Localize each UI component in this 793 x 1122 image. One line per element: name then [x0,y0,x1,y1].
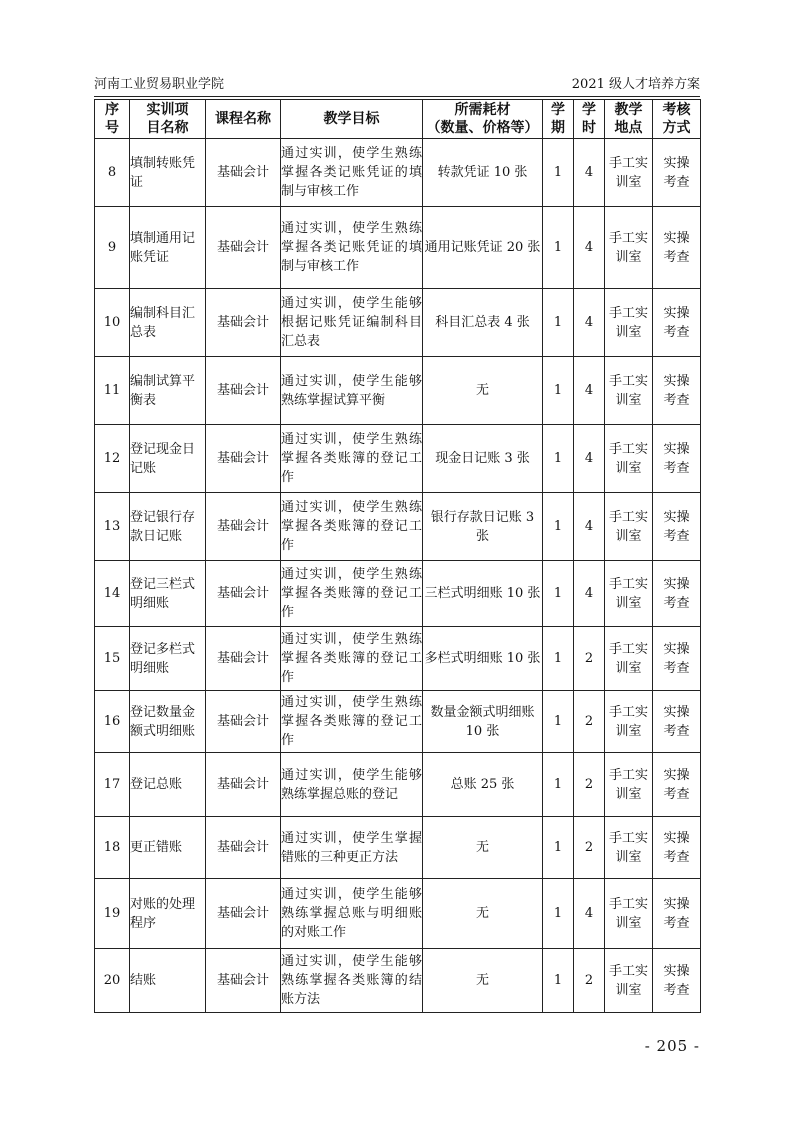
header-line1: 教学目标 [323,111,380,127]
cell-line: 实操 [663,767,690,783]
cell-location [605,949,653,1013]
cell-hours: 2 [574,691,605,753]
cell-line: 考查 [663,786,690,802]
cell-line: 手工实 [608,641,648,657]
cell-project-name: 登记总账 [130,753,206,817]
cell-material: 转款凭证 10 张 [423,139,543,207]
cell-goal: 通过实训，使学生能够熟练掌握试算平衡 [281,357,423,425]
cell-line: 手工实 [608,896,648,912]
cell-course: 基础会计 [206,879,281,949]
cell-hours: 4 [574,561,605,627]
header-line2: 号 [105,120,119,136]
table-row [95,561,701,627]
cell-line: 训室 [615,392,642,408]
cell-goal: 通过实训，使学生熟练掌握各类账簿的登记工作 [281,425,423,493]
table-header-row [95,100,701,139]
cell-line: 考查 [663,915,690,931]
cell-course: 基础会计 [206,691,281,753]
table-row [95,207,701,289]
cell-line: 实操 [663,830,690,846]
cell-term: 1 [543,561,574,627]
cell-material: 总账 25 张 [423,753,543,817]
cell-number: 15 [95,627,130,691]
cell-line: 训室 [615,324,642,340]
cell-project-name: 登记多栏式明细账 [130,627,206,691]
cell-goal: 通过实训，使学生能够熟练掌握总账的登记 [281,753,423,817]
cell-line: 训室 [615,528,642,544]
cell-line: 实操 [663,155,690,171]
cell-line: 考查 [663,392,690,408]
cell-hours: 4 [574,357,605,425]
cell-line: 训室 [615,249,642,265]
header-line1: 学 [551,102,565,118]
cell-goal: 通过实训，使学生能够熟练掌握各类账簿的结账方法 [281,949,423,1013]
cell-location [605,425,653,493]
cell-goal: 通过实训，使学生熟练掌握各类账簿的登记工作 [281,561,423,627]
cell-assessment [653,139,701,207]
header-line2: （数量、价格等） [426,120,539,136]
cell-course: 基础会计 [206,817,281,879]
cell-material: 银行存款日记账 3 张 [423,493,543,561]
cell-location [605,357,653,425]
cell-assessment [653,561,701,627]
page-header [94,76,700,97]
cell-location [605,139,653,207]
cell-material: 通用记账凭证 20 张 [423,207,543,289]
cell-hours: 2 [574,753,605,817]
cell-assessment [653,627,701,691]
cell-material: 无 [423,879,543,949]
header-line2: 目名称 [146,120,189,136]
cell-goal: 通过实训，使学生能够根据记账凭证编制科目汇总表 [281,289,423,357]
cell-course: 基础会计 [206,493,281,561]
cell-material: 无 [423,817,543,879]
cell-line: 考查 [663,595,690,611]
cell-line: 训室 [615,982,642,998]
cell-location [605,879,653,949]
table-row [95,139,701,207]
cell-number: 10 [95,289,130,357]
cell-project-name: 结账 [130,949,206,1013]
cell-number: 20 [95,949,130,1013]
cell-assessment [653,949,701,1013]
cell-term: 1 [543,139,574,207]
cell-line: 实操 [663,963,690,979]
cell-term: 1 [543,753,574,817]
table-row [95,691,701,753]
cell-hours: 2 [574,817,605,879]
col-location-header [605,100,653,139]
cell-course: 基础会计 [206,561,281,627]
cell-project-name: 对账的处理程序 [130,879,206,949]
header-line1: 学 [582,102,596,118]
cell-number: 16 [95,691,130,753]
cell-location [605,207,653,289]
cell-project-name: 登记现金日记账 [130,425,206,493]
cell-line: 考查 [663,324,690,340]
cell-material: 现金日记账 3 张 [423,425,543,493]
cell-project-name: 更正错账 [130,817,206,879]
table-row [95,357,701,425]
cell-line: 考查 [663,249,690,265]
cell-number: 11 [95,357,130,425]
header-line2: 方式 [662,120,691,136]
header-school-name: 河南工业贸易职业学院 [94,77,225,92]
cell-material: 多栏式明细账 10 张 [423,627,543,691]
col-term-header [543,100,574,139]
cell-course: 基础会计 [206,425,281,493]
header-line1: 考核 [662,102,691,118]
cell-line: 实操 [663,441,690,457]
cell-line: 手工实 [608,441,648,457]
cell-line: 训室 [615,915,642,931]
cell-line: 实操 [663,305,690,321]
cell-goal: 通过实训，使学生熟练掌握各类记账凭证的填制与审核工作 [281,139,423,207]
cell-term: 1 [543,493,574,561]
cell-line: 实操 [663,576,690,592]
cell-goal: 通过实训，使学生掌握错账的三种更正方法 [281,817,423,879]
cell-material: 科目汇总表 4 张 [423,289,543,357]
header-line2: 期 [551,120,565,136]
cell-line: 考查 [663,982,690,998]
cell-course: 基础会计 [206,627,281,691]
cell-hours: 4 [574,207,605,289]
header-line1: 所需耗材 [454,102,511,118]
cell-hours: 4 [574,493,605,561]
header-line2: 地点 [614,120,643,136]
cell-course: 基础会计 [206,289,281,357]
cell-line: 训室 [615,174,642,190]
cell-line: 手工实 [608,704,648,720]
cell-material: 三栏式明细账 10 张 [423,561,543,627]
cell-goal: 通过实训，使学生熟练掌握各类账簿的登记工作 [281,493,423,561]
cell-hours: 4 [574,879,605,949]
cell-line: 实操 [663,704,690,720]
cell-goal: 通过实训，使学生熟练掌握各类账簿的登记工作 [281,691,423,753]
cell-line: 考查 [663,723,690,739]
cell-term: 1 [543,425,574,493]
cell-assessment [653,493,701,561]
cell-term: 1 [543,691,574,753]
table-row [95,627,701,691]
cell-project-name: 登记三栏式明细账 [130,561,206,627]
cell-line: 实操 [663,373,690,389]
cell-assessment [653,753,701,817]
training-projects-table [94,99,701,1013]
page-number: - 205 - [644,1037,700,1055]
cell-assessment [653,207,701,289]
cell-location [605,627,653,691]
cell-number: 14 [95,561,130,627]
cell-assessment [653,357,701,425]
cell-number: 9 [95,207,130,289]
table-row [95,879,701,949]
cell-line: 手工实 [608,830,648,846]
cell-line: 手工实 [608,767,648,783]
cell-project-name: 填制通用记账凭证 [130,207,206,289]
cell-project-name: 填制转账凭证 [130,139,206,207]
cell-line: 考查 [663,528,690,544]
col-assessment-header [653,100,701,139]
cell-term: 1 [543,949,574,1013]
cell-assessment [653,289,701,357]
col-materials-header [423,100,543,139]
cell-assessment [653,691,701,753]
cell-project-name: 编制试算平衡表 [130,357,206,425]
cell-assessment [653,879,701,949]
cell-project-name: 登记银行存款日记账 [130,493,206,561]
cell-line: 考查 [663,460,690,476]
col-hours-header [574,100,605,139]
col-course-name-header [206,100,281,139]
cell-term: 1 [543,289,574,357]
cell-course: 基础会计 [206,753,281,817]
cell-line: 训室 [615,660,642,676]
cell-line: 手工实 [608,155,648,171]
cell-line: 训室 [615,460,642,476]
cell-line: 手工实 [608,373,648,389]
cell-hours: 2 [574,627,605,691]
cell-project-name: 编制科目汇总表 [130,289,206,357]
cell-number: 8 [95,139,130,207]
header-line1: 课程名称 [215,111,271,127]
cell-line: 手工实 [608,509,648,525]
col-number-header [95,100,130,139]
cell-course: 基础会计 [206,949,281,1013]
cell-number: 12 [95,425,130,493]
cell-goal: 通过实训，使学生能够熟练掌握总账与明细账的对账工作 [281,879,423,949]
cell-number: 18 [95,817,130,879]
cell-location [605,561,653,627]
cell-hours: 2 [574,949,605,1013]
cell-line: 考查 [663,849,690,865]
cell-material: 数量金额式明细账 10 张 [423,691,543,753]
table-row [95,425,701,493]
cell-hours: 4 [574,289,605,357]
cell-line: 训室 [615,595,642,611]
cell-term: 1 [543,357,574,425]
cell-location [605,289,653,357]
cell-line: 训室 [615,723,642,739]
cell-line: 训室 [615,786,642,802]
cell-project-name: 登记数量金额式明细账 [130,691,206,753]
cell-line: 实操 [663,230,690,246]
cell-line: 手工实 [608,576,648,592]
cell-hours: 4 [574,139,605,207]
cell-term: 1 [543,879,574,949]
cell-line: 实操 [663,509,690,525]
cell-location [605,817,653,879]
header-line1: 序 [105,102,119,118]
cell-material: 无 [423,357,543,425]
cell-line: 实操 [663,896,690,912]
cell-term: 1 [543,817,574,879]
cell-goal: 通过实训，使学生熟练掌握各类账簿的登记工作 [281,627,423,691]
cell-term: 1 [543,207,574,289]
cell-line: 训室 [615,849,642,865]
header-line2: 时 [582,120,596,136]
cell-line: 考查 [663,174,690,190]
cell-hours: 4 [574,425,605,493]
table-row [95,817,701,879]
cell-goal: 通过实训，使学生熟练掌握各类记账凭证的填制与审核工作 [281,207,423,289]
cell-line: 手工实 [608,963,648,979]
table-row [95,753,701,817]
header-document-title: 2021 级人才培养方案 [571,77,700,92]
cell-line: 手工实 [608,230,648,246]
cell-location [605,753,653,817]
cell-assessment [653,817,701,879]
header-line1: 实训项 [146,102,189,118]
cell-number: 13 [95,493,130,561]
cell-number: 17 [95,753,130,817]
cell-location [605,493,653,561]
cell-location [605,691,653,753]
table-row [95,949,701,1013]
cell-course: 基础会计 [206,357,281,425]
header-line1: 教学 [614,102,643,118]
col-project-name-header [130,100,206,139]
cell-course: 基础会计 [206,207,281,289]
cell-line: 考查 [663,660,690,676]
table-row [95,289,701,357]
col-teaching-goal-header [281,100,423,139]
cell-line: 手工实 [608,305,648,321]
cell-course: 基础会计 [206,139,281,207]
cell-assessment [653,425,701,493]
cell-line: 实操 [663,641,690,657]
cell-term: 1 [543,627,574,691]
cell-material: 无 [423,949,543,1013]
table-row [95,493,701,561]
cell-number: 19 [95,879,130,949]
